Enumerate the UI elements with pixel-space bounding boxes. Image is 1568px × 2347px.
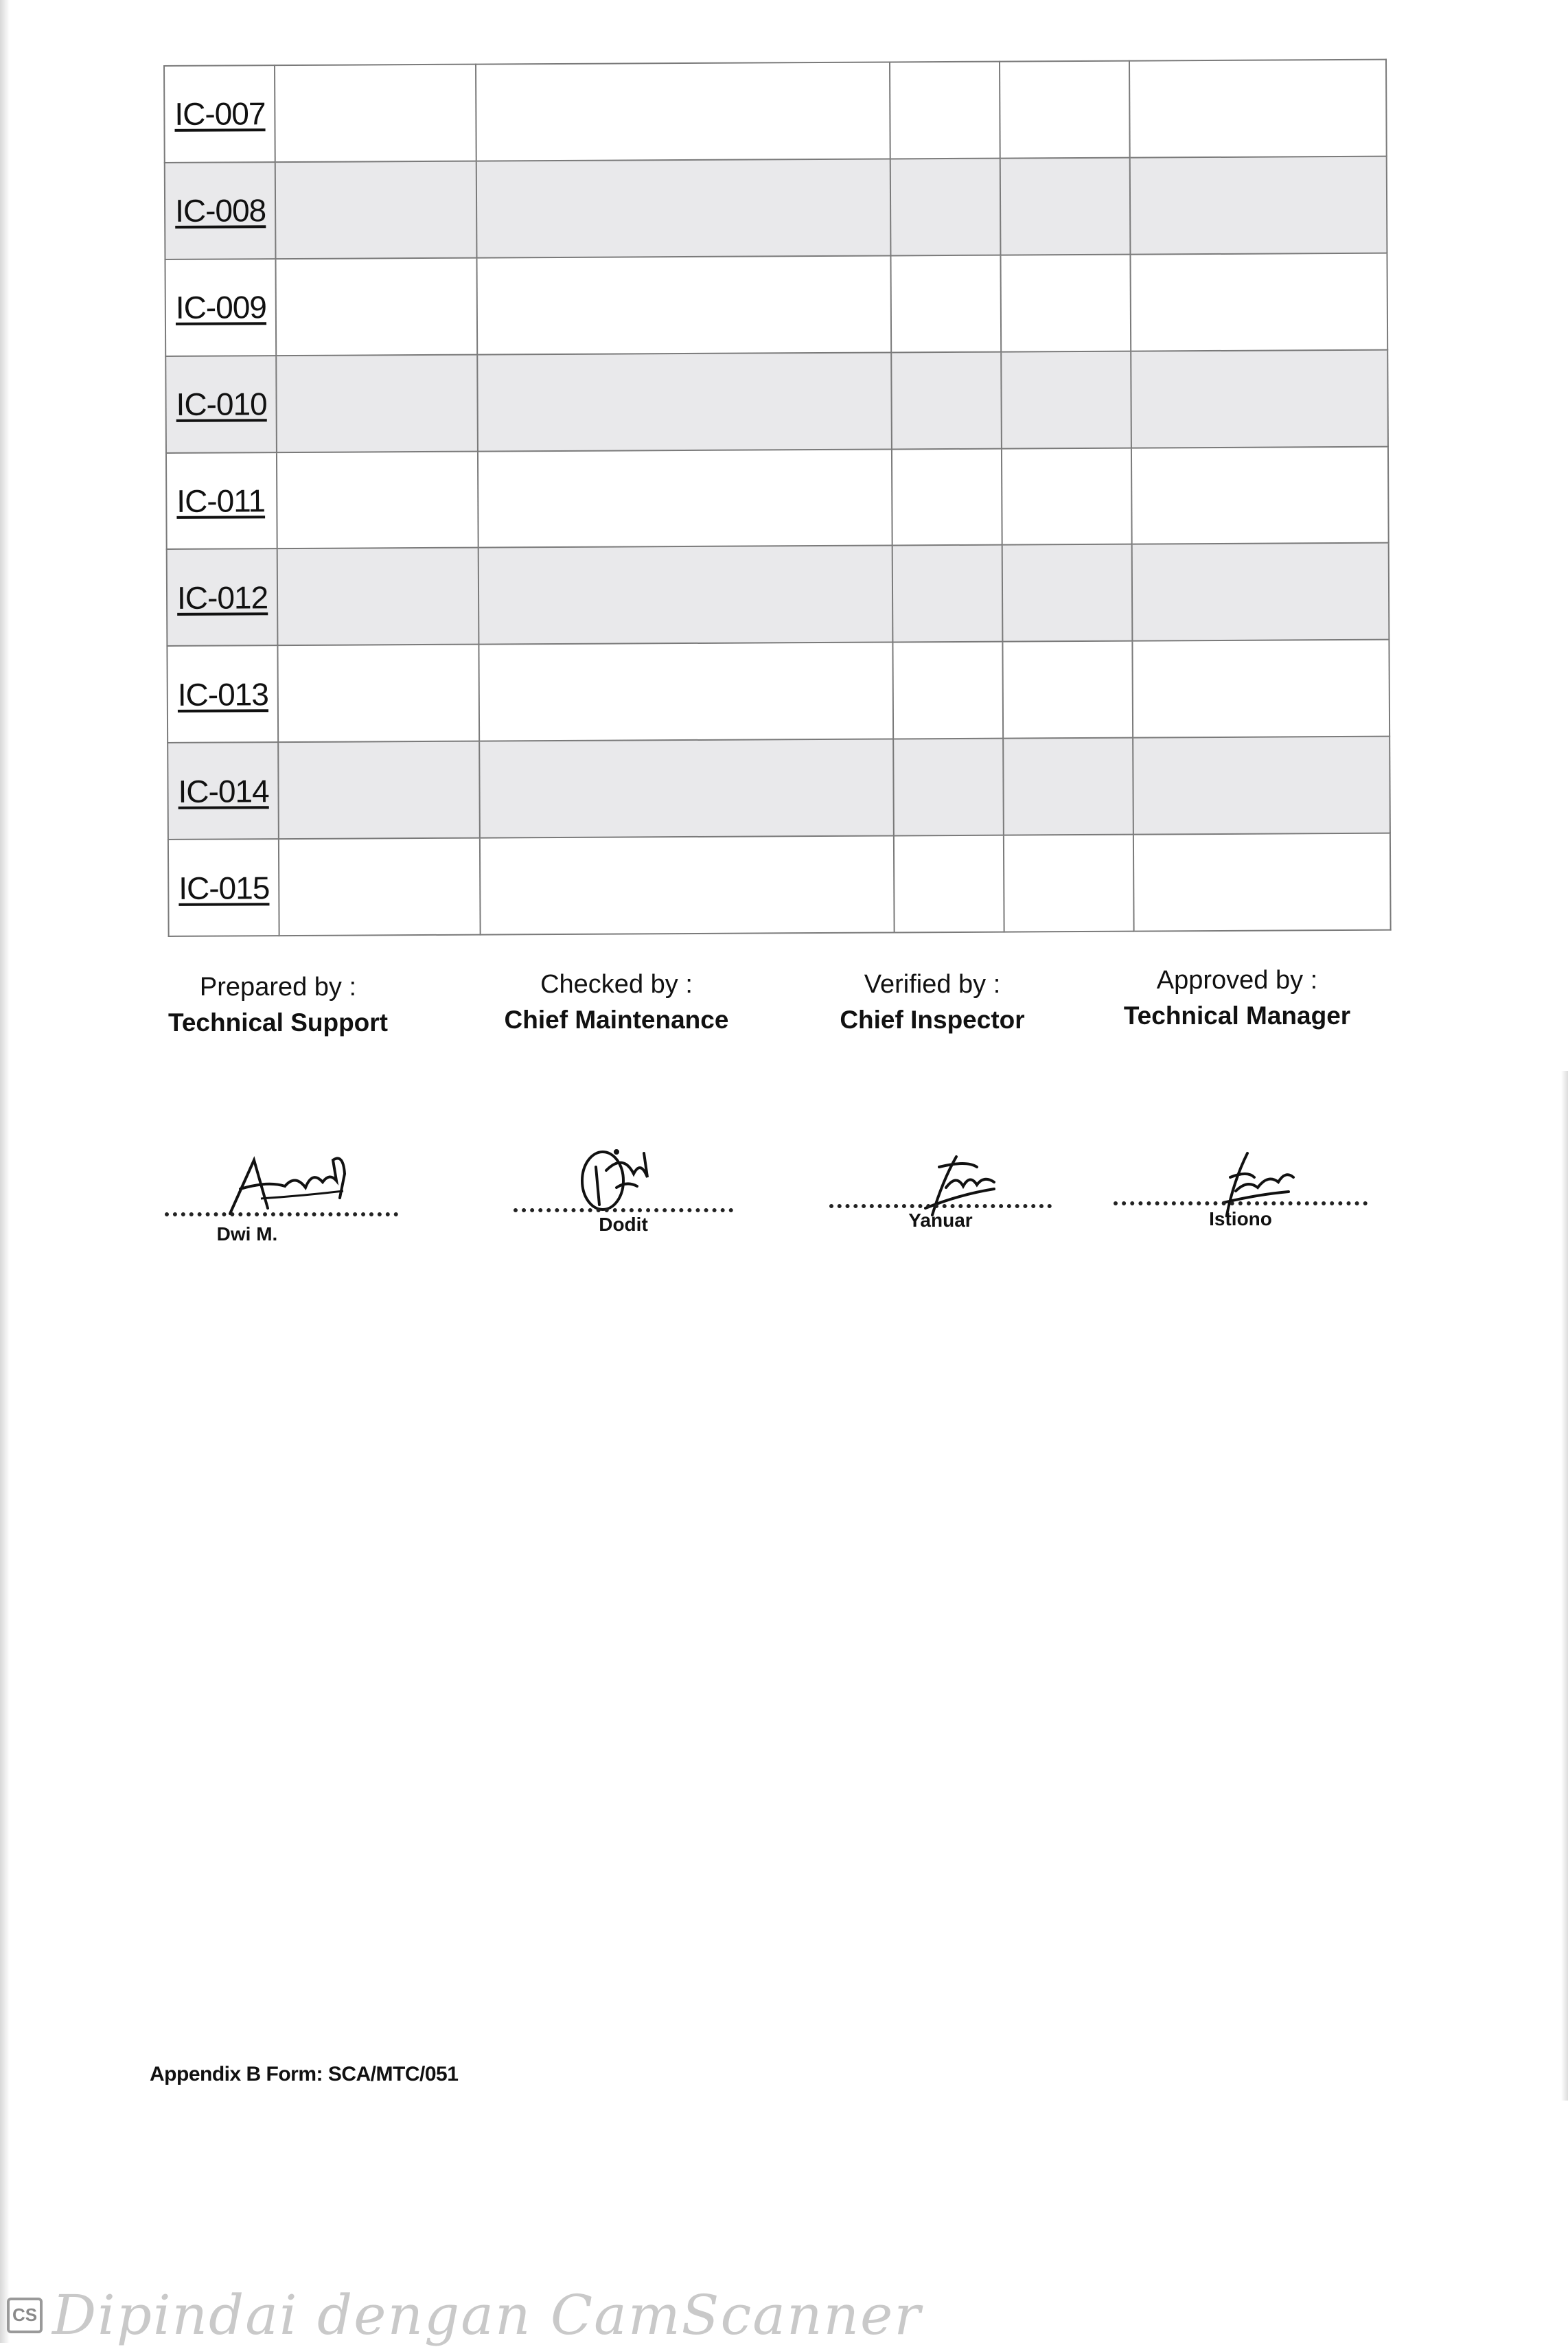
table-cell: [893, 739, 1004, 836]
table-cell: [277, 645, 479, 742]
table-cell: [1000, 158, 1131, 255]
table-cell: [479, 739, 894, 838]
table-row: [167, 543, 1390, 646]
item-code-cell: IC-013: [167, 645, 278, 743]
table-row: [168, 833, 1391, 936]
table-cell: [279, 838, 481, 936]
table-cell: [1133, 833, 1391, 932]
signature-dodit: [514, 1140, 733, 1256]
camscanner-logo-icon: CS: [7, 2298, 43, 2333]
prepared-by-block: [120, 969, 436, 1041]
table-cell: [891, 351, 1002, 449]
table-cell: [892, 545, 1003, 643]
table-cell: [1131, 446, 1389, 544]
table-cell: [1002, 641, 1133, 739]
table-cell: [1132, 640, 1390, 738]
item-code-cell: IC-012: [167, 549, 278, 647]
item-code-cell: IC-014: [168, 742, 279, 840]
prepared-by-role: Technical Support: [168, 1008, 388, 1037]
table-cell: [1000, 61, 1130, 159]
signature-yanuar: [829, 1140, 1052, 1256]
table-cell: [1129, 60, 1387, 158]
table-cell: [1002, 544, 1133, 642]
table-row: [164, 60, 1387, 163]
table-cell: [1003, 738, 1133, 835]
signature-line: [1114, 1201, 1368, 1205]
table-cell: [1131, 349, 1388, 448]
table-cell: [1000, 254, 1131, 351]
table-cell: [477, 352, 892, 451]
item-code-cell: IC-007: [164, 65, 275, 163]
table-cell: [476, 62, 890, 161]
table-cell: [277, 451, 479, 548]
signer-name: Dwi M.: [216, 1223, 278, 1245]
approved-by-block: [1079, 962, 1395, 1034]
table-cell: [890, 62, 1000, 159]
table-cell: [892, 448, 1002, 546]
signature-line: [829, 1204, 1052, 1208]
signature-istiono: [1114, 1140, 1368, 1256]
table-cell: [476, 159, 891, 257]
table-cell: [1130, 253, 1387, 351]
item-code-cell: IC-015: [168, 839, 279, 936]
table-cell: [890, 255, 1001, 352]
table-cell: [275, 161, 477, 258]
inspection-table: [163, 59, 1392, 937]
table-cell: [276, 354, 478, 452]
checked-by-role: Chief Maintenance: [504, 1006, 729, 1034]
table-cell: [476, 255, 891, 354]
handwritten-signature-icon: [165, 1133, 398, 1222]
inspection-table-container: [163, 59, 1390, 937]
table-cell: [892, 642, 1003, 739]
table-cell: [275, 65, 476, 162]
table-cell: [480, 835, 895, 934]
table-row: [166, 446, 1389, 549]
table-cell: [894, 835, 1004, 933]
item-code-cell: IC-008: [165, 162, 276, 259]
table-cell: [1002, 448, 1132, 545]
signature-line: [514, 1208, 733, 1212]
table-cell: [479, 546, 893, 645]
table-cell: [1133, 737, 1390, 835]
verified-by-role: Chief Inspector: [840, 1006, 1025, 1034]
signature-line: [165, 1212, 398, 1216]
form-reference: Appendix B Form: SCA/MTC/051: [150, 2063, 459, 2085]
item-code-cell: IC-011: [166, 452, 277, 550]
checked-by-block: [459, 967, 774, 1038]
table-row: [168, 737, 1390, 840]
table-cell: [1130, 157, 1387, 255]
signer-name: Dodit: [599, 1214, 648, 1235]
table-cell: [278, 741, 480, 839]
signer-name: Yanuar: [908, 1210, 973, 1231]
table-cell: [890, 158, 1001, 255]
item-code-cell: IC-010: [165, 356, 277, 453]
table-cell: [478, 449, 892, 548]
table-cell: [1132, 543, 1390, 641]
table-cell: [479, 643, 893, 741]
scanner-watermark: [7, 2283, 922, 2347]
verified-by-label: Verified by :: [864, 970, 1001, 999]
page-edge-shadow: [1561, 1071, 1568, 2101]
watermark-text: Dipindai dengan CamScanner: [52, 2283, 922, 2347]
verified-by-block: [774, 967, 1090, 1038]
table-row: [165, 157, 1387, 259]
prepared-by-label: Prepared by :: [199, 973, 357, 1002]
table-cell: [275, 257, 477, 355]
table-cell: [1001, 351, 1131, 448]
checked-by-label: Checked by :: [540, 970, 693, 999]
approved-by-role: Technical Manager: [1123, 1002, 1351, 1030]
table-cell: [277, 548, 479, 645]
approved-by-label: Approved by :: [1156, 966, 1318, 995]
table-row: [167, 640, 1390, 743]
signer-name: Istiono: [1209, 1208, 1272, 1229]
item-code-cell: IC-009: [165, 259, 276, 356]
table-cell: [1004, 835, 1134, 932]
signature-dwi: [165, 1133, 398, 1249]
page-edge-shadow: [0, 0, 10, 2343]
table-row: [165, 349, 1388, 452]
table-row: [165, 253, 1387, 356]
